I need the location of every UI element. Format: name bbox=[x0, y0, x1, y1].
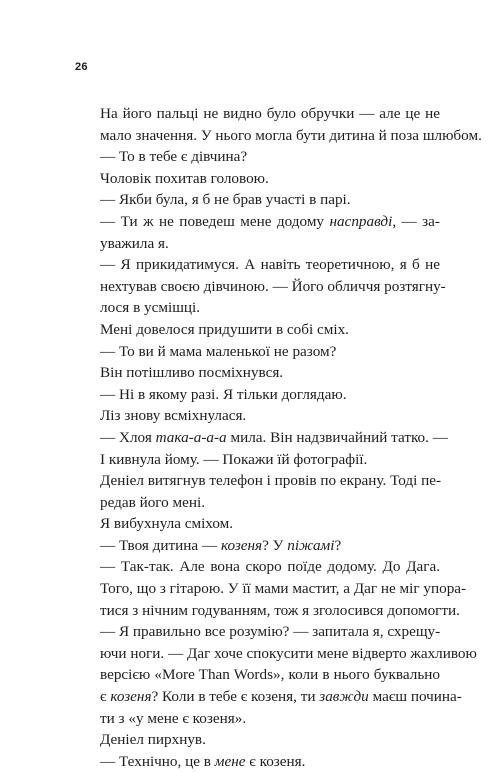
text-line bbox=[100, 729, 440, 751]
text-segment: Чоловік похитав головою. bbox=[100, 169, 269, 187]
text-line bbox=[100, 125, 482, 147]
text-segment: лося в усмішці. bbox=[100, 299, 201, 317]
text-line bbox=[100, 578, 467, 600]
page-number: 26 bbox=[75, 61, 88, 73]
text-line bbox=[100, 103, 440, 125]
text-line bbox=[100, 708, 440, 730]
text-line bbox=[100, 146, 440, 168]
text-segment: Ліз знову всміхнулася. bbox=[100, 407, 247, 425]
text-line bbox=[100, 535, 440, 557]
text-segment: мало значення. У нього могла бути дитина й поза шлюбом. bbox=[100, 126, 482, 144]
text-line bbox=[100, 600, 460, 622]
text-segment: Він потішливо посміхнувся. bbox=[100, 364, 284, 382]
text-segment: — Я прикидатимуся. А навіть теоретичною, я б не bbox=[100, 256, 440, 274]
text-line bbox=[100, 189, 440, 211]
text-segment: Того, що з гітарою. У її мами мастит, а Даг не міг упора- bbox=[100, 580, 467, 598]
text-line bbox=[100, 276, 446, 298]
text-segment: — То ви й мама маленької не разом? bbox=[100, 342, 337, 360]
italic-text: козеня bbox=[220, 536, 263, 554]
text-segment: , — за- bbox=[392, 212, 440, 230]
text-segment: На його пальці не видно було обручки — але це не bbox=[100, 105, 440, 122]
text-segment: Деніел витягнув телефон і провів по екрану. Тоді пе- bbox=[100, 472, 442, 490]
text-segment: маєш почина- bbox=[368, 688, 462, 706]
text-line bbox=[100, 449, 440, 471]
text-segment: є bbox=[100, 688, 111, 706]
text-line bbox=[100, 211, 440, 233]
text-segment: Деніел пирхнув. bbox=[100, 731, 206, 749]
text-segment: Мені довелося придушити в собі сміх. bbox=[100, 320, 349, 338]
text-segment: ? У bbox=[262, 536, 288, 554]
text-segment: версією «More Than Words», коли в нього буквально bbox=[100, 666, 440, 684]
italic-text: мене bbox=[214, 752, 246, 770]
italic-text: така-а-а-а bbox=[155, 428, 227, 446]
text-line bbox=[100, 470, 440, 492]
italic-text: завжди bbox=[319, 688, 369, 706]
text-line bbox=[100, 664, 440, 686]
italic-text: насправді bbox=[329, 212, 393, 230]
text-line bbox=[100, 492, 440, 514]
text-line bbox=[100, 621, 440, 643]
text-line bbox=[100, 643, 477, 665]
text-line bbox=[100, 513, 440, 535]
text-line bbox=[100, 233, 440, 255]
text-segment: — Так-так. Але вона скоро поїде додому. До Дага. bbox=[100, 558, 440, 576]
italic-text: козеня bbox=[110, 688, 152, 706]
text-segment: — Хлоя bbox=[100, 428, 156, 446]
text-segment: тися з нічним годуванням, тож я зголосився допомогти. bbox=[100, 601, 460, 619]
text-segment: ти з «у мене є козеня». bbox=[100, 709, 247, 727]
text-line bbox=[100, 751, 440, 772]
text-segment: І кивнула йому. — Покажи їй фотографії. bbox=[100, 450, 368, 468]
text-segment: — Ти ж не поведеш мене додому bbox=[100, 212, 330, 230]
text-line bbox=[100, 556, 440, 578]
italic-text: піжамі bbox=[287, 536, 335, 554]
text-segment: є козеня. bbox=[245, 752, 306, 770]
text-segment: — Технічно, це в bbox=[100, 752, 215, 770]
text-line bbox=[100, 405, 440, 427]
text-line bbox=[100, 168, 440, 190]
text-segment: нехтував своєю дівчиною. — Його обличчя розтягну- bbox=[100, 277, 446, 295]
text-segment: уважила я. bbox=[100, 234, 169, 252]
text-line bbox=[100, 384, 440, 406]
text-segment: — То в тебе є дівчина? bbox=[100, 148, 248, 166]
text-line bbox=[100, 362, 440, 384]
text-segment: — Якби була, я б не брав участі в парі. bbox=[100, 191, 351, 209]
text-segment: ючи ноги. — Даг хоче спокусити мене відверто жахливою bbox=[100, 644, 477, 662]
text-segment: ? bbox=[334, 536, 342, 554]
text-line bbox=[100, 254, 440, 276]
body-text bbox=[100, 103, 482, 772]
text-segment: — Я правильно все розумію? — запитала я, схрещу- bbox=[100, 623, 441, 641]
text-segment: ? Коли в тебе є козеня, ти bbox=[151, 688, 320, 706]
text-segment: редав його мені. bbox=[100, 493, 206, 511]
text-line bbox=[100, 319, 440, 341]
text-line bbox=[100, 297, 440, 319]
text-line bbox=[100, 686, 462, 708]
text-line bbox=[100, 427, 448, 449]
text-segment: — Ні в якому разі. Я тільки доглядаю. bbox=[100, 385, 347, 403]
text-segment: мила. Він надзвичайний татко. — bbox=[226, 428, 448, 446]
text-segment: Я вибухнула сміхом. bbox=[100, 515, 234, 533]
text-segment: — Твоя дитина — bbox=[100, 536, 221, 554]
text-line bbox=[100, 341, 440, 363]
